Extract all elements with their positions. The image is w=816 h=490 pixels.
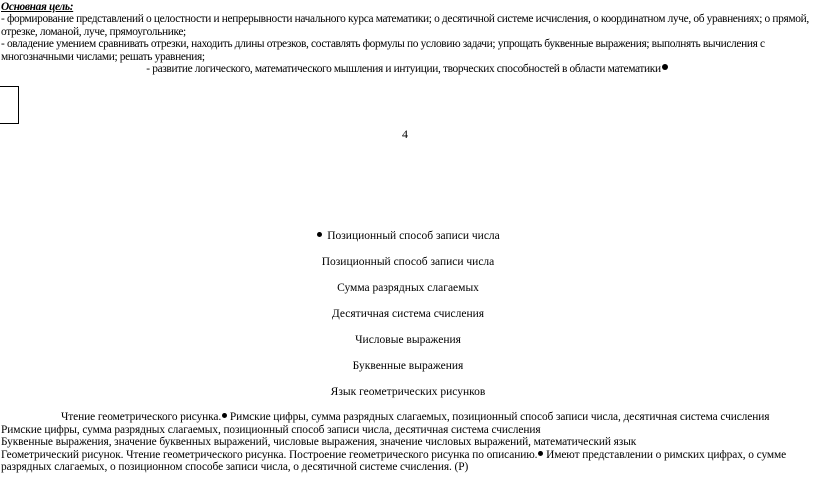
topic-item: Числовые выражения (355, 334, 461, 346)
footer-line-1 (1, 411, 813, 424)
footer-line-3: Буквенные выражения, значение буквенных выражений, числовые выражения, значение числовых выражений, математический язык (1, 436, 637, 449)
topic-item: Десятичная система счисления (331, 308, 485, 320)
topic-item: Позиционный способ записи числа (321, 256, 495, 268)
topic-item: Буквенные выражения (352, 360, 464, 372)
goal-line-1: - формирование представлений о целостности и непрерывности начального курса математики; о десятичной системе исчисления, о координатном луче, об уравнениях; о прямой, отрезке, ломаной, луче, прямоугольнике; (1, 13, 809, 38)
topic-item (0, 230, 816, 242)
footer-line-1a: Чтение геометрического рисунка. (61, 411, 222, 423)
goal-title: Основная цель: (1, 1, 74, 13)
footer-line-2: Римские цифры, сумма разрядных слагаемых, позиционный способ записи числа, десятичная система счисления (1, 423, 541, 436)
bullet-icon (662, 64, 668, 70)
footer-line-4b: Имеют представлении о римских цифрах, о сумме разрядных слагаемых, о позиционном способе записи числа, о десятичной системе счисления. (Р) (1, 448, 787, 474)
goal-line-3-text: - развитие логического, математического мышления и интуиции, творческих способностей в области математики (146, 63, 661, 76)
goal-line-2: - овладение умением сравнивать отрезки, находить длины отрезков, составлять формулы по условию задачи; упрощать буквенные выражения; выполнять вычисления с многозначными числами; решать уравнения; (1, 38, 765, 63)
footer-line-4 (1, 449, 813, 474)
goal-line-3 (1, 63, 813, 75)
frame-box (0, 86, 19, 124)
topic-item: Сумма разрядных слагаемых (337, 282, 479, 294)
goal-block (1, 1, 813, 75)
bullet-icon (317, 232, 322, 237)
topic-item: Язык геометрических рисунков (330, 386, 486, 398)
footer-line-1b: Римские цифры, сумма разрядных слагаемых, позиционный способ записи числа, десятичная система счисления (227, 411, 770, 423)
footer-text (1, 411, 813, 474)
footer-line-4a: Геометрический рисунок. Чтение геометрического рисунка. Построение геометрического рисунка по описанию. (1, 448, 538, 461)
page-number: 4 (402, 127, 408, 141)
topic-text: Позиционный способ записи числа (327, 230, 500, 242)
